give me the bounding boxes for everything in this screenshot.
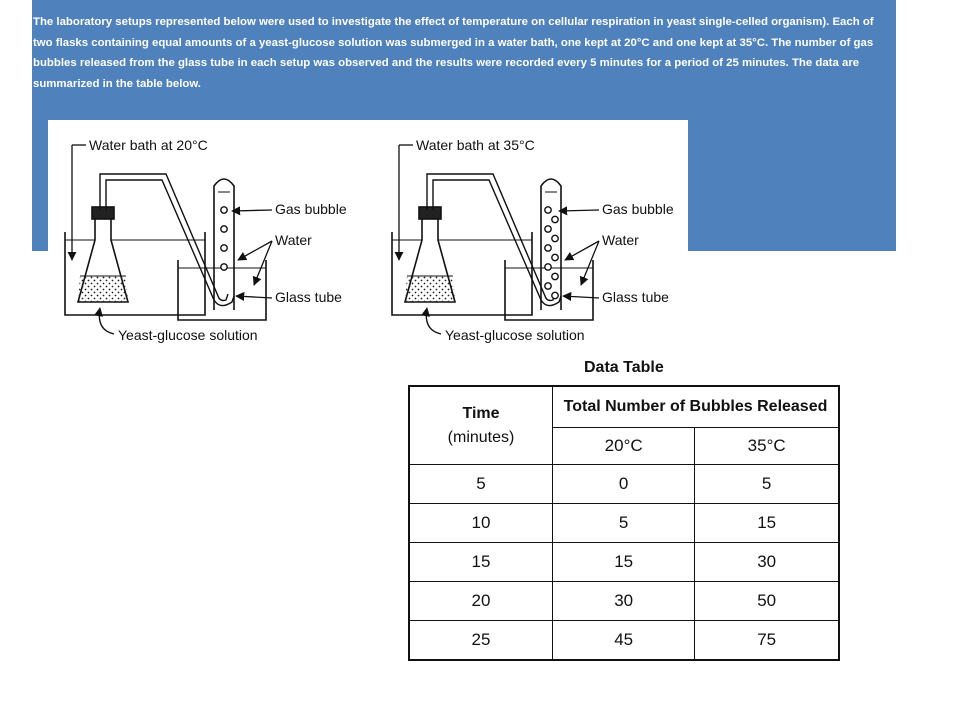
solution-label-35c: Yeast-glucose solution xyxy=(445,327,585,343)
table-row xyxy=(409,465,839,504)
table-row xyxy=(409,621,839,661)
gas-bubble xyxy=(552,292,558,298)
gas-bubble xyxy=(221,264,227,270)
bubble-label-35c: Gas bubble xyxy=(602,201,674,217)
gas-bubble xyxy=(221,207,227,213)
gas-bubble xyxy=(545,226,551,232)
gas-bubble xyxy=(545,264,551,270)
bubbles-20c-cell: 30 xyxy=(553,582,695,621)
table-row xyxy=(409,582,839,621)
gas-bubble xyxy=(552,254,558,260)
bubbles-20c-cell: 5 xyxy=(553,504,695,543)
bubble-label-20c: Gas bubble xyxy=(275,201,347,217)
gas-bubble xyxy=(552,235,558,241)
time-unit-label: (minutes) xyxy=(447,428,515,446)
tube-label-35c: Glass tube xyxy=(602,289,669,305)
bubbles-20c-cell: 15 xyxy=(553,543,695,582)
time-cell: 20 xyxy=(409,582,553,621)
bubbles-20c-cell: 45 xyxy=(553,621,695,661)
setup-20c xyxy=(65,174,266,320)
gas-bubble xyxy=(552,273,558,279)
time-cell: 10 xyxy=(409,504,553,543)
temp-header-20c: 20°C xyxy=(553,428,695,465)
gas-bubble xyxy=(545,207,551,213)
data-table xyxy=(408,385,840,661)
gas-bubble xyxy=(545,245,551,251)
time-header-label: Time xyxy=(462,404,500,422)
temp-header-35c: 35°C xyxy=(695,428,839,465)
bubbles-20c-cell: 0 xyxy=(553,465,695,504)
time-cell: 15 xyxy=(409,543,553,582)
table-title: Data Table xyxy=(584,359,664,376)
gas-bubble xyxy=(545,283,551,289)
table-row xyxy=(409,504,839,543)
bubbles-group-header: Total Number of Bubbles Released xyxy=(553,386,840,428)
water-label-35c: Water xyxy=(602,232,639,248)
water-label-20c: Water xyxy=(275,232,312,248)
table-row xyxy=(409,543,839,582)
bubbles-35c xyxy=(545,207,558,299)
gas-bubble xyxy=(221,245,227,251)
bath-label-35c: Water bath at 35°C xyxy=(416,137,535,153)
solution-label-20c: Yeast-glucose solution xyxy=(118,327,258,343)
experiment-diagram xyxy=(48,120,688,352)
setup-35c xyxy=(392,174,593,320)
bath-label-20c: Water bath at 20°C xyxy=(89,137,208,153)
tube-label-20c: Glass tube xyxy=(275,289,342,305)
intro-text: The laboratory setups represented below were used to investigate the effect of temperature on cellular respiration in yeast single-celled organism). Each of two flasks containing equal amounts of a yeast-glucose solution was submerged in a water bath, one kept at 20°C and one kept at 35°C. The number of gas bubbles released from the glass tube in each setup was observed and the results were recorded every 5 minutes for a period of 25 minutes. The data are summarized in the table below. xyxy=(33,16,874,90)
gas-bubble xyxy=(221,226,227,232)
bubbles-35c-cell: 30 xyxy=(695,543,839,582)
bubbles-20c xyxy=(221,207,227,270)
bubbles-35c-cell: 50 xyxy=(695,582,839,621)
bubbles-35c-cell: 5 xyxy=(695,465,839,504)
bubbles-35c-cell: 15 xyxy=(695,504,839,543)
time-cell: 25 xyxy=(409,621,553,661)
bubbles-35c-cell: 75 xyxy=(695,621,839,661)
time-cell: 5 xyxy=(409,465,553,504)
experiment-figure xyxy=(48,120,688,352)
gas-bubble xyxy=(552,216,558,222)
time-header xyxy=(409,386,553,465)
